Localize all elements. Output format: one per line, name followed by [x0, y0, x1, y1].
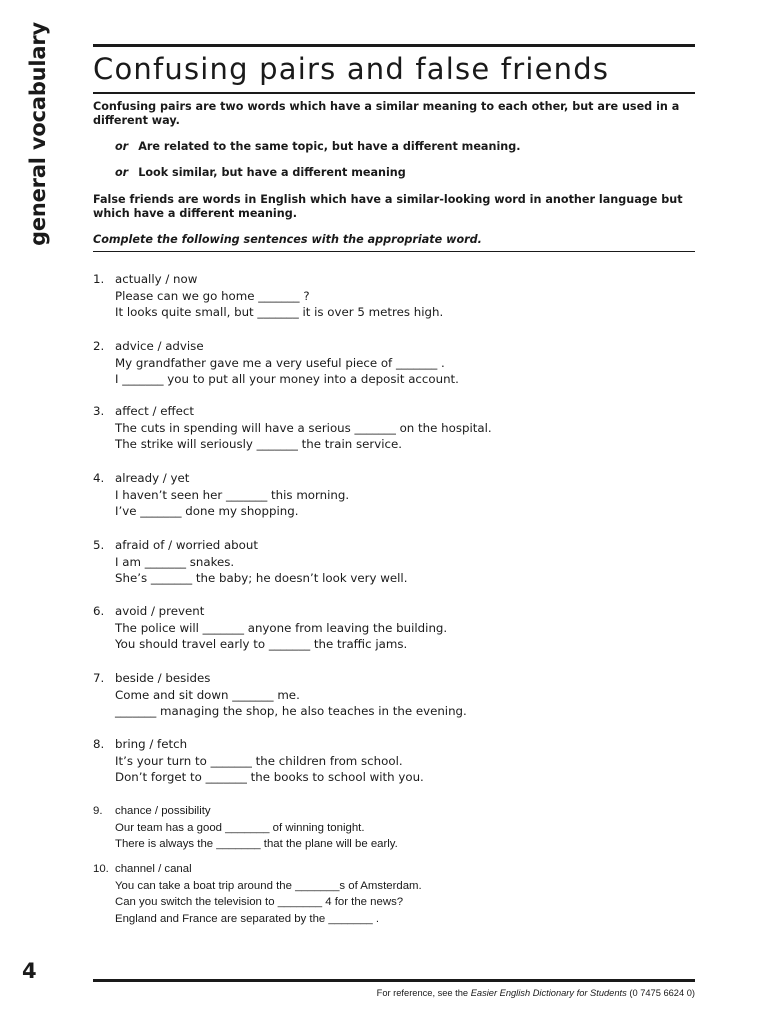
exercise-number: 6.: [93, 604, 105, 618]
exercise-sentence: The police will _______ anyone from leaving the building.: [115, 620, 448, 635]
intro-confusing-pairs: Confusing pairs are two words which have a similar meaning to each other, but are used in a different way.: [93, 100, 680, 127]
exercise-number: 2.: [93, 339, 105, 353]
exercise-sentence: _______ managing the shop, he also teaches in the evening.: [115, 704, 467, 719]
exercise-number: 8.: [93, 737, 105, 751]
page-title: Confusing pairs and false friends: [93, 52, 610, 86]
exercise-item: [93, 271, 443, 321]
exercise-number: 9.: [93, 805, 103, 817]
page-number: 4: [22, 959, 37, 983]
exercise-sentence: It’s your turn to _______ the children from school.: [115, 753, 403, 768]
top-rule: [93, 44, 695, 47]
exercise-number: 1.: [93, 272, 105, 286]
exercise-sentence: England and France are separated by the _______ .: [115, 913, 380, 926]
or-related-text: Are related to the same topic, but have a different meaning.: [138, 140, 521, 153]
exercise-word-pair: bring / fetch: [115, 737, 188, 751]
intro-false-friends: False friends are words in English which have a similar-looking word in another language but which have a different meaning.: [93, 193, 683, 220]
exercise-sentence: I’ve _______ done my shopping.: [115, 504, 299, 519]
footer-reference: [377, 988, 695, 998]
intro-rule: [93, 251, 695, 252]
footer-rule: [93, 979, 695, 982]
exercise-word-pair: afraid of / worried about: [115, 538, 258, 552]
exercise-instruction: Complete the following sentences with the appropriate word.: [93, 233, 482, 246]
exercise-word-pair: avoid / prevent: [115, 604, 205, 618]
section-side-label: general vocabulary: [26, 21, 50, 246]
exercise-sentence: She’s _______ the baby; he doesn’t look very well.: [115, 571, 408, 586]
exercise-sentence: There is always the _______ that the plane will be early.: [115, 838, 398, 851]
exercise-sentence: Our team has a good _______ of winning tonight.: [115, 821, 365, 834]
footer-book-title: Easier English Dictionary for Students: [470, 988, 627, 998]
exercise-sentence: I _______ you to put all your money into a deposit account.: [115, 372, 459, 387]
exercise-item: [93, 403, 492, 453]
exercise-word-pair: channel / canal: [115, 863, 192, 875]
exercise-sentence: It looks quite small, but _______ it is over 5 metres high.: [115, 305, 444, 320]
exercise-sentence: You should travel early to _______ the traffic jams.: [115, 637, 408, 652]
exercise-word-pair: affect / effect: [115, 404, 194, 418]
exercise-word-pair: already / yet: [115, 471, 190, 485]
intro-or-look-similar: [115, 166, 695, 180]
exercise-number: 3.: [93, 404, 105, 418]
exercise-item: [93, 803, 398, 853]
or-label: or: [115, 140, 129, 153]
exercise-sentence: You can take a boat trip around the _______s of Amsterdam.: [115, 879, 422, 892]
exercise-sentence: Don’t forget to _______ the books to school with you.: [115, 770, 424, 785]
exercise-item: [93, 470, 349, 520]
or-look-similar-text: Look similar, but have a different meaning: [138, 166, 406, 179]
exercise-sentence: Can you switch the television to _______ 4 for the news?: [115, 896, 404, 909]
title-rule: [93, 92, 695, 94]
footer-prefix: For reference, see the: [376, 988, 471, 998]
exercise-sentence: The strike will seriously _______ the train service.: [115, 437, 402, 452]
exercise-number: 5.: [93, 538, 105, 552]
intro-or-related: [115, 140, 695, 154]
exercise-item: [93, 338, 459, 388]
exercise-sentence: I am _______ snakes.: [115, 554, 235, 569]
or-label: or: [115, 166, 129, 179]
exercise-word-pair: actually / now: [115, 272, 198, 286]
footer-suffix: (0 7475 6624 0): [626, 988, 695, 998]
exercise-item: [93, 670, 467, 720]
exercise-number: 10.: [93, 863, 109, 875]
exercise-word-pair: chance / possibility: [115, 805, 211, 817]
exercise-word-pair: advice / advise: [115, 339, 204, 353]
exercise-number: 4.: [93, 471, 105, 485]
exercise-item: [93, 736, 424, 786]
exercise-sentence: The cuts in spending will have a serious _______ on the hospital.: [115, 420, 492, 435]
exercise-item: [93, 537, 407, 587]
exercise-word-pair: beside / besides: [115, 671, 211, 685]
exercise-sentence: Please can we go home _______ ?: [115, 288, 310, 303]
exercise-item: [93, 603, 447, 653]
exercise-sentence: Come and sit down _______ me.: [115, 687, 300, 702]
exercise-number: 7.: [93, 671, 105, 685]
exercise-sentence: My grandfather gave me a very useful piece of _______ .: [115, 355, 445, 370]
exercise-item: [93, 861, 422, 928]
exercise-sentence: I haven’t seen her _______ this morning.: [115, 487, 350, 502]
